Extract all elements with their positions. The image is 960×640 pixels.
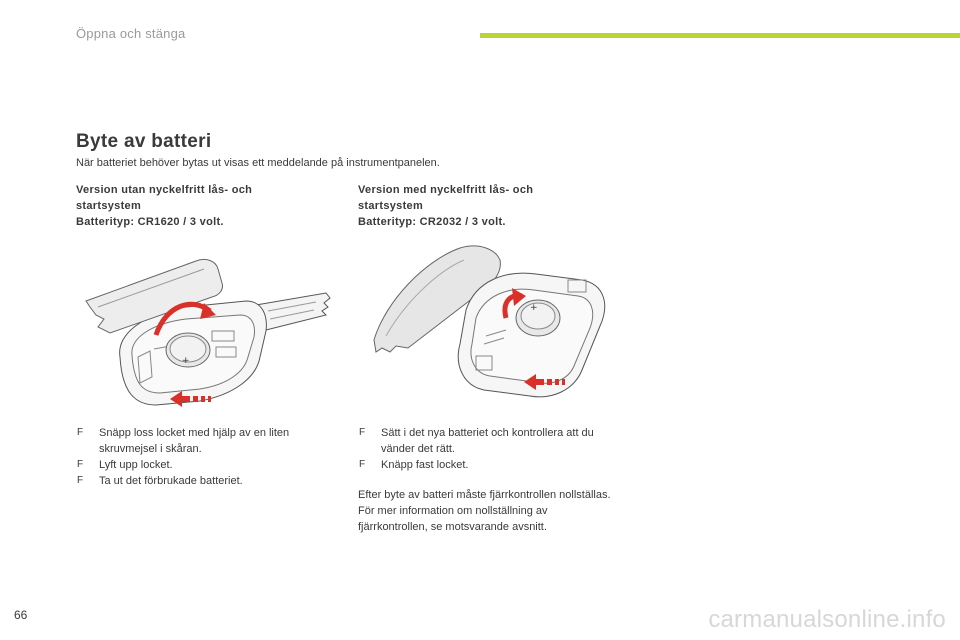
left-heading-line1: Version utan nyckelfritt lås- och (76, 184, 253, 196)
page-title: Byte av batteri (76, 131, 212, 152)
list-item (76, 457, 326, 473)
svg-text:+: + (530, 303, 538, 313)
right-heading-line1: Version med nyckelfritt lås- och (358, 184, 534, 196)
note-line1: Efter byte av batteri måste fjärrkontrollen nollställas. (358, 489, 611, 501)
bullet-marker-icon: F (359, 427, 366, 438)
list-item (76, 425, 326, 457)
list-item (76, 473, 326, 489)
section-header: Öppna och stänga (76, 26, 186, 41)
left-column-heading (76, 182, 252, 230)
left-steps-list (76, 425, 326, 489)
watermark: carmanualsonline.info (708, 606, 946, 633)
step-text: Sätt i det nya batteriet och kontrollera att du vänder det rätt. (381, 427, 594, 455)
left-heading-line2: startsystem (76, 200, 142, 212)
left-battery-type: Batterityp: CR1620 / 3 volt. (76, 216, 224, 228)
step-text: Snäpp loss locket med hjälp av en liten skruvmejsel i skåran. (99, 427, 290, 455)
header-accent-bar (480, 33, 960, 38)
list-item (358, 425, 618, 457)
bullet-marker-icon: F (77, 475, 84, 486)
bullet-marker-icon: F (77, 427, 84, 438)
right-column-heading (358, 182, 533, 230)
right-battery-type: Batterityp: CR2032 / 3 volt. (358, 216, 506, 228)
right-heading-line2: startsystem (358, 200, 424, 212)
key-battery-illustration-right (356, 240, 620, 410)
page-number: 66 (14, 608, 28, 622)
bullet-marker-icon: F (359, 459, 366, 470)
step-text: Knäpp fast locket. (381, 459, 469, 471)
step-text: Lyft upp locket. (99, 459, 173, 471)
list-item (358, 457, 618, 473)
bullet-marker-icon: F (77, 459, 84, 470)
right-steps-list (358, 425, 618, 473)
key-battery-illustration-left (76, 245, 336, 420)
svg-text:+: + (182, 356, 190, 366)
note-line2: För mer information om nollställning av fjärrkontrollen, se motsvarande avsnitt. (358, 505, 548, 533)
reset-note (358, 487, 618, 535)
intro-text: När batteriet behöver bytas ut visas ett meddelande på instrumentpanelen. (76, 157, 440, 169)
step-text: Ta ut det förbrukade batteriet. (99, 475, 243, 487)
